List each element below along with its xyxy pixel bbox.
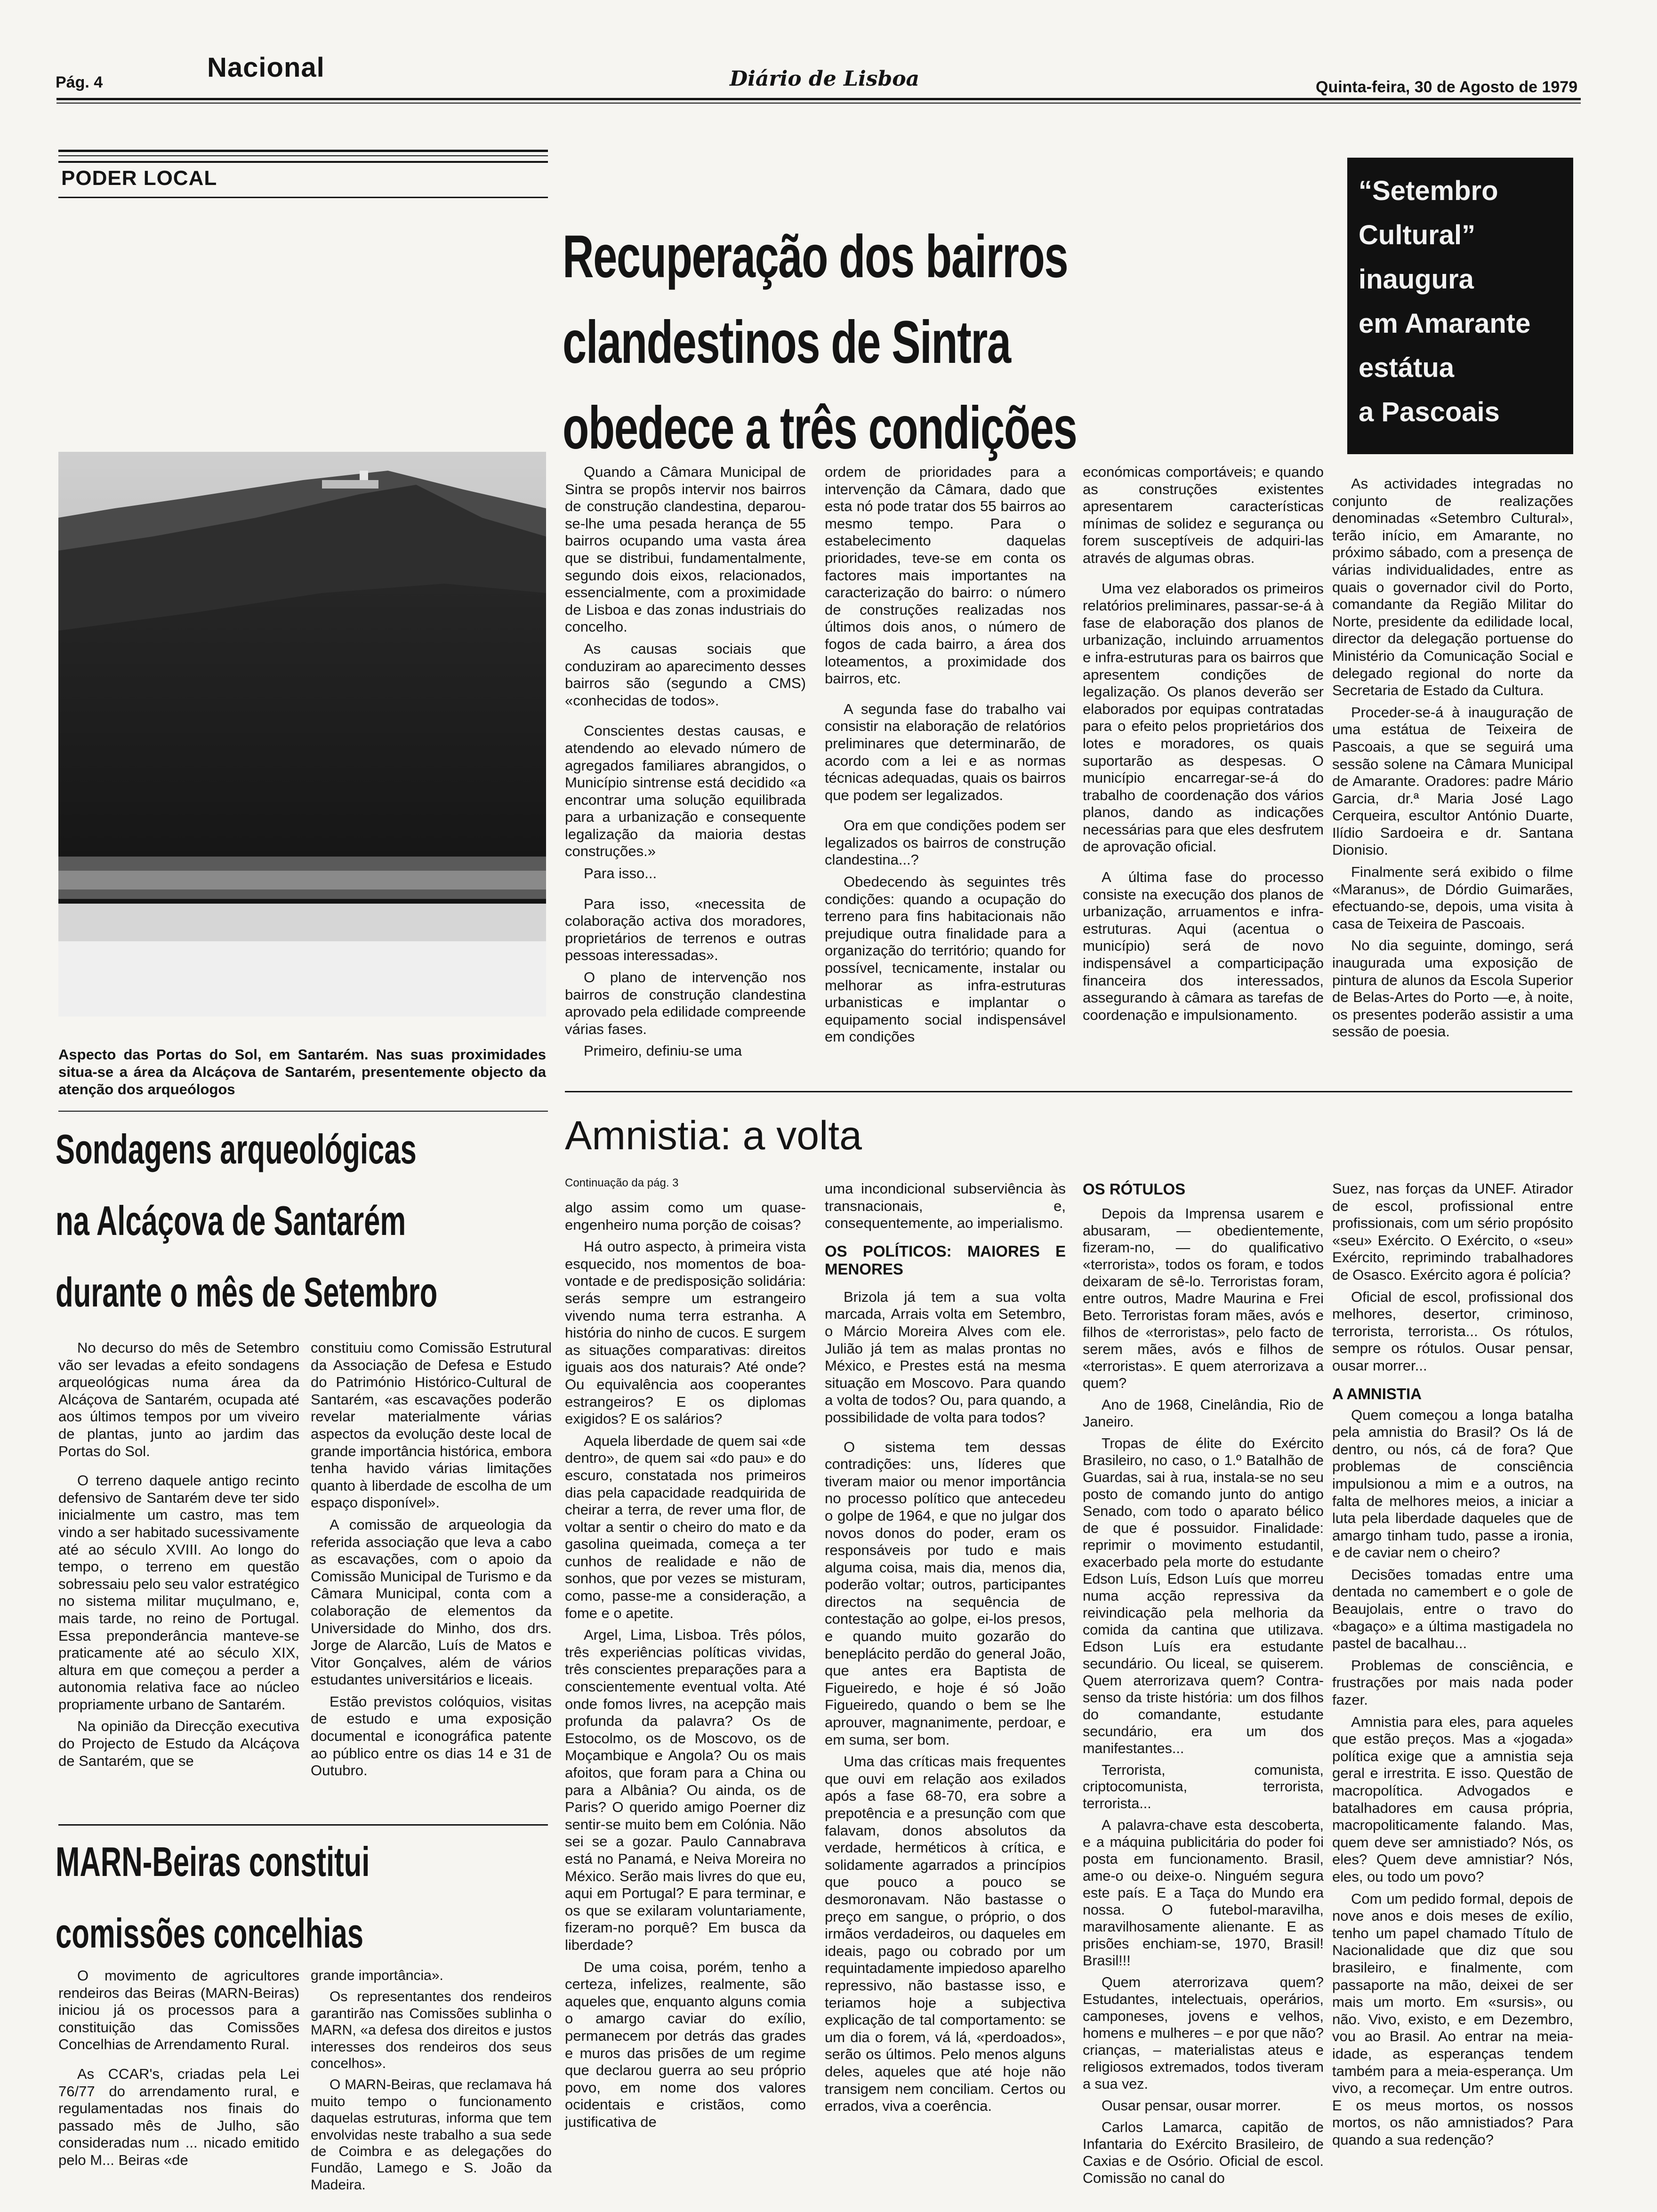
- paragraph: Uma vez elaborados os primeiros relatórios preliminares, passar-se-á à fase de elaboração dos planos de urbanização, incluindo arruamentos e infra-estruturas para os bairros que apresentem condições de legalização. Os planos deverão ser elaborados por equipas contratadas para o efeito pelos proprietários dos lotes e moradores, os quais suportarão as despesas. O município encarregar-se-á do trabalho de coordenação dos vários planos, dando as indicações necessárias para que eles desfrutem de aprovação oficial.: [1083, 580, 1324, 855]
- section-rule-top: [58, 150, 548, 152]
- paragraph: grande importância».: [311, 1968, 443, 1983]
- marn-headline-line-1: MARN-Beiras constitui: [56, 1838, 370, 1885]
- paragraph: Os representantes dos rendeiros garantirão nas Comissões sublinha o MARN, «a defesa dos direitos e justos interesses dos rendeiros dos seus concelhos».: [311, 1989, 552, 2072]
- paragraph: Quem começou a longa batalha pela amnistia do Brasil? Os lá de dentro, ou nós, cá de fora? Que problemas de consciência impulsionou a mim e a outros, na falta de melhores meios, a iniciar a luta pela liberdade daqueles que de amargo tinham tudo, passe a ironia, e de caviar nem o cheiro?: [1332, 1406, 1573, 1561]
- continuation-note: Continuação da pág. 3: [565, 1177, 679, 1189]
- sintra-headline-line-2: clandestinos de Sintra: [563, 309, 1011, 376]
- paragraph: Oficial de escol, profissional dos melhores, desertor, criminoso, terrorista, terrorista... Os rótulos, sempre os rótulos. Ousar pensar, ousar morrer...: [1332, 1288, 1573, 1374]
- paragraph: Estão previstos colóquios, visitas de estudo e uma exposição documental e iconográfica patente ao público entre os dias 14 e 31 de Outubro.: [311, 1693, 552, 1779]
- paragraph: Conscientes destas causas, e atendendo ao elevado número de agregados familiares abrangidos, o Município sintrense está decidido «a encontrar uma solução equilibrada para a urbanização e consequente legalização da maioria destas construções.»: [565, 722, 806, 860]
- paragraph: Ora em que condições podem ser legalizados os bairros de construção clandestina...?: [825, 817, 1066, 868]
- photo-portas-do-sol: [58, 452, 546, 1017]
- paragraph: As actividades integradas no conjunto de realizações denominadas «Setembro Cultural», terão início, em Amarante, no próximo sábado, com a presença de várias individualidades, entre as quais o governador civil do Porto, comandante da Região Militar do Norte, presidente da edilidade local, director da delegação portuense do Ministério da Comunicação Social e delegado regional do norte da Secretaria de Estado da Cultura.: [1332, 475, 1573, 699]
- santarem-column-2: [311, 1339, 552, 1810]
- sintra-column-3: [1083, 464, 1324, 1061]
- issue-date: Quinta-feira, 30 de Agosto de 1979: [1316, 78, 1578, 96]
- amnistia-column-3: [1083, 1180, 1324, 2188]
- paragraph: Amnistia para eles, para aqueles que estão preços. Mas a «jogada» política exige que a amnistia seja geral e irrestrita. E isso. Questão de macropolítica. Advogados e batalhadores em causa própria, macropoliticamente falando. Mas, quem deve ser amnistiado? Nós, os eles? Quem deve amnistiar? Nós, eles, ou todo um povo?: [1332, 1713, 1573, 1885]
- amnistia-column-4: [1332, 1180, 1573, 2188]
- paragraph: Obedecendo às seguintes três condições: quando a ocupação do terreno para fins habitacionais não prejudique outra finalidade para a organização do território; quando for possível, tecnicamente, instalar ou melhorar as infra-estruturas urbanisticas e implantar o equipamento social indispensável em condições: [825, 874, 1066, 1045]
- section-rule-bottom: [58, 197, 548, 198]
- santarem-headline-line-2: na Alcáçova de Santarém: [56, 1197, 406, 1244]
- paragraph: Finalmente será exibido o filme «Maranus», de Dórdio Guimarães, efectuando-se, depois, uma visita à casa de Teixeira de Pascoais.: [1332, 864, 1573, 932]
- masthead: [0, 0, 1657, 141]
- paragraph: De uma coisa, porém, tenho a certeza, infelizes, realmente, são aqueles que, enquanto alguns comia o amargo caviar do exílio, permanecem por detrás das grades e muros das prisões de um regime que declarou guerra ao seu próprio povo, em nome dos valores ocidentais e cristãos, como justificativa de: [565, 1958, 806, 2130]
- paragraph: O MARN-Beiras, que reclamava há muito tempo o funcionamento daquelas estruturas, informa que tem envolvidas neste trabalho a sua sede de Coimbra e as delegações do Fundão, Lamego e S. João da Madeira.: [311, 2077, 552, 2193]
- santarem-headline: [56, 1114, 555, 1339]
- subheading-amnistia: A AMNISTIA: [1332, 1385, 1422, 1403]
- subheading-politicos: OS POLÍTICOS: MAIORES E MENORES: [825, 1242, 1066, 1278]
- paragraph: A segunda fase do trabalho vai consistir na elaboração de relatórios preliminares que determinarão, de acordo com a lei e as normas técnicas adequadas, quais os bairros que podem ser legalizados.: [825, 700, 1066, 803]
- paragraph: uma incondicional subserviência às transnacionais, e, consequentemente, ao imperialismo.: [825, 1180, 1066, 1232]
- paragraph: Carlos Lamarca, capitão de Infantaria do Exército Brasileiro, de Caxias e de Osório. Oficial de escol. Comissão no canal do: [1083, 2119, 1324, 2187]
- amarante-headline-box: [1347, 158, 1573, 454]
- paragraph: A palavra-chave esta descoberta, e a máquina publicitária do poder foi posta em funcionamento. Brasil, ame-o ou deixe-o. Ninguém segura este país. E a Taça do Mundo era nossa. O futebol-maravilha, maravilhosamente alienante. E as prisões enchiam-se, 1970, Brasil! Brasil!!!: [1083, 1817, 1324, 1969]
- sintra-column-1: [565, 464, 806, 1061]
- paragraph: Tropas de élite do Exército Brasileiro, no caso, o 1.º Batalhão de Guardas, sai à rua, instala-se no seu posto de comando junto do antigo Senado, com todo o aparato bélico de que é possuidor. Finalidade: reprimir o movimento estudantil, exacerbado pela morte do estudante Edson Luís, Edson Luís que morreu numa acção repressiva da reivindicação pela melhoria da comida da cantina que utilizava. Edson Luís era estudante secundário. Ou liceal, se quiserem. Quem aterrorizava quem? Contra-senso da triste história: um dos filhos do comandante, estudante secundário, era um dos manifestantes...: [1083, 1435, 1324, 1756]
- divider-left: [58, 1111, 548, 1112]
- paragraph: algo assim como um quase-engenheiro numa porção de coisas?: [565, 1199, 806, 1233]
- paragraph: Ano de 1968, Cinelândia, Rio de Janeiro.: [1083, 1396, 1324, 1430]
- subheading-rotulos: OS RÓTULOS: [1083, 1180, 1186, 1198]
- paragraph: Para isso...: [584, 865, 657, 882]
- paragraph: A comissão de arqueologia da referida associação que leva a cabo as escavações, com o apoio da Comissão Municipal de Turismo e da Câmara Municipal, conta com a colaboração de elementos da Universidade do Minho, dos drs. Jorge de Alarcão, Luís de Matos e Vitor Gonçalves, além de vários estudantes universitários e liceais.: [311, 1516, 552, 1688]
- paragraph: Decisões tomadas entre uma dentada no camembert e o gole de Beaujolais, entre o travo do «bagaço» e a última mastigadela no pastel de bacalhau...: [1332, 1566, 1573, 1652]
- paragraph: No dia seguinte, domingo, será inaugurada uma exposição de pintura de alunos da Escola Superior de Belas-Artes do Porto —e, à noite, os presentes poderão assistir a uma sessão de poesia.: [1332, 937, 1573, 1040]
- paragraph: Há outro aspecto, à primeira vista esquecido, nos momentos de boa-vontade e de predisposição solidária: serás sempre um estrangeiro vivendo numa terra estranha. A história do ninho de cucos. E surgem as situações comparativas: direitos iguais aos dos naturais? Até onde? Ou equivalência aos cooperantes estrangeiros? E os diplomas exigidos? E os salários?: [565, 1238, 806, 1427]
- amarante-headline-line: em Amarante: [1359, 308, 1531, 339]
- paragraph: O plano de intervenção nos bairros de construção clandestina aprovado pela edilidade compreende várias fases.: [565, 969, 806, 1037]
- paragraph: Com um pedido formal, depois de nove anos e dois meses de exílio, tenho um papel chamado Título de Nacionalidade que diz que sou brasileiro, e finalmente, com passaporte na mão, deixei de ser mais um morto. Em «sursis», ou não. Vivo, existo, e em Dezembro, vou ao Brasil. Ao entrar na meia-idade, as esperanças tendem também para a meia-esperança. Um vivo, a recomeçar. Um entre outros. E os meus mortos, os nossos mortos, os não amnistiados? Para quando a sua redenção?: [1332, 1890, 1573, 2148]
- section-name: Nacional: [207, 52, 325, 83]
- paragraph: Proceder-se-á à inauguração de uma estátua de Teixeira de Pascoais, a que se seguirá uma sessão solene na Câmara Municipal de Amarante. Oradores: padre Mário Garcia, dr.ª Maria José Lago Cerqueira, escultor António Duarte, Ilídio Sardoeira e dr. Santana Dionisio.: [1332, 704, 1573, 858]
- masthead-rule: [56, 98, 1581, 100]
- sintra-headline-line-3: obedece a três condições: [563, 394, 1077, 462]
- masthead-rule-thin: [56, 103, 1581, 104]
- paragraph: Quando a Câmara Municipal de Sintra se propôs intervir nos bairros de construção clandestina, deparou-se-lhe uma pesada herança de 55 bairros ocupando uma vasta área que se distribui, fundamentalmente, segundo dois eixos, relacionados, essencialmente, com a proximidade de Lisboa e das zonas industriais do concelho.: [565, 464, 806, 635]
- paragraph: As CCAR's, criadas pela Lei 76/77 do arrendamento rural, e regulamentadas nos finais do passado mês de Julho, são consideradas num ... nicado emitido pelo M... Beiras «de: [58, 2065, 299, 2168]
- paragraph: Depois da Imprensa usarem e abusaram, — obedientemente, fizeram-no, — do qualificativo «terrorista», todos os foram, e todos deixaram de sê-lo. Terroristas foram, entre outros, Madre Maurina e Frei Beto. Terroristas foram mães, avós e filhos de «terroristas», pelo facto de serem mães, avós e filhos de «terroristas». E quem aterrorizava a quem?: [1083, 1206, 1324, 1391]
- amnistia-column-2: [825, 1180, 1066, 2188]
- paragraph: económicas comportáveis; e quando as construções existentes apresentarem características mínimas de solidez e segurança ou forem susceptíveis de adquiri-las através de algumas obras.: [1083, 464, 1324, 566]
- marn-headline-line-2: comissões concelhias: [56, 1910, 363, 1956]
- photo-image: [58, 452, 546, 1017]
- amarante-headline-line: inaugura: [1359, 264, 1474, 295]
- sintra-column-2: [825, 464, 1066, 1061]
- paragraph: Aquela liberdade de quem sai «de dentro», de quem sai «do pau» e do escuro, constatada nos primeiros dias pela capacidade readquirida de cheirar a terra, de rever uma flor, de voltar a sentir o cheiro do mato e da gasolina queimada, começa a ter cunhos de realidade e não de sonhos, que por vezes se misturam, como, passe-me a consideração, a fome e o apetite.: [565, 1432, 806, 1621]
- sintra-headline: [563, 214, 1339, 462]
- divider-santarem-marn: [58, 1824, 548, 1826]
- paragraph: Argel, Lima, Lisboa. Três pólos, três experiências políticas vividas, três conscientes preparações para a conscientemente eventual volta. Até onde fomos livres, na acepção mais profunda da palavra? Os de Estocolmo, os de Moscovo, os de Moçambique e Angola? Ou os mais afoitos, que foram para a China ou para a Albânia? Ou ainda, os de Paris? O querido amigo Poerner diz sentir-se muito bem em Colónia. Não sei se a gozar. Paulo Cannabrava está no Panamá, e Neiva Moreira no México. Serão mais livres do que eu, aqui em Portugal? E para terminar, e os que se exilaram voluntariamente, fizeram-no porquê? Em busca da liberdade?: [565, 1627, 806, 1953]
- marn-column-2: [311, 1967, 552, 2193]
- amarante-headline-line: a Pascoais: [1359, 397, 1500, 427]
- paragraph: Uma das críticas mais frequentes que ouvi em relação aos exilados após a fase 68-70, era sobre a prepotência e a presunção com que falavam, donos absolutos da verdade, herméticos à crítica, e solidamente agarrados a princípios que pouco a pouco se desmoronavam. Não bastasse o preço em sangue, o próprio, o dos irmãos verdadeiros, ou daqueles em ideais, pago ou cobrado por um requintadamente impiedoso aparelho repressivo, não bastasse isso, e teriamos hoje a subjectiva explicação de tal comportamento: se um dia o forem, vá lá, «perdoados», serão os últimos. Pelo menos alguns deles, aqueles que até hoje não transigem nem conciliam. Certos ou errados, viva a coerência.: [825, 1753, 1066, 2115]
- santarem-headline-line-3: durante o mês de Setembro: [56, 1269, 438, 1315]
- marn-column-1: [58, 1967, 299, 2193]
- paragraph: constituiu como Comissão Estrutural da Associação de Defesa e Estudo do Património Histórico-Cultural de Santarém, «as escavações poderão revelar materialmente várias aspectos da evolução deste local de grande importância histórica, embora tenha havido várias limitações quanto à liberdade de escolha de um espaço disponível».: [311, 1339, 552, 1511]
- paragraph: Brizola já tem a sua volta marcada, Arrais volta em Setembro, o Márcio Moreira Alves com ele. Julião já tem as malas prontas no México, e Prestes está na mesma situação em Moscovo. Para quando a volta de todos? Ou, para quando, a possibilidade de volta para todos?: [825, 1288, 1066, 1426]
- amarante-column: [1332, 475, 1573, 1073]
- paragraph: As causas sociais que conduziram ao aparecimento desses bairros são (segundo a CMS) «conhecidas de todos».: [565, 640, 806, 709]
- amnistia-column-1: [565, 1199, 806, 2188]
- amarante-headline-line: Cultural”: [1359, 220, 1476, 250]
- paragraph: ordem de prioridades para a intervenção da Câmara, dado que esta nó pode tratar dos 55 bairros ao mesmo tempo. Para o estabelecimento daquelas prioridades, teve-se em conta os factores mais importantes na caracterização do bairro: o número de construções realizadas nos últimos dois anos, o número de fogos de cada bairro, a área dos loteamentos, a proximidade dos bairros, etc.: [825, 464, 1066, 687]
- amarante-headline-line: “Setembro: [1359, 176, 1498, 206]
- paragraph: Terrorista, comunista, criptocomunista, terrorista, terrorista...: [1083, 1762, 1324, 1812]
- paragraph: Problemas de consciência, e frustrações por mais nada poder fazer.: [1332, 1657, 1573, 1708]
- paragraph: No decurso do mês de Setembro vão ser levadas a efeito sondagens arqueológicas numa área da Alcáçova de Santarém, ocupada até aos últimos tempos por um viveiro de plantas, junto ao jardim das Portas do Sol.: [58, 1339, 299, 1459]
- section-rule-top3: [58, 161, 548, 163]
- paragraph: Para isso, «necessita de colaboração activa dos moradores, proprietários de terrenos e outras pessoas interessadas».: [565, 895, 806, 964]
- paragraph: O terreno daquele antigo recinto defensivo de Santarém deve ter sido inicialmente um castro, mas tem vindo a ser habitado sucessivamente até ao século XVIII. Ao longo do tempo, o terreno em questão sobressaiu pelo seu valor estratégico no sistema militar muçulmano, e, mais tarde, no reino de Portugal. Essa preponderância manteve-se praticamente até ao século XIX, altura em que começou a perder a autonomia relativa face ao núcleo propriamente urbano de Santarém.: [58, 1472, 299, 1713]
- santarem-column-1: [58, 1339, 299, 1810]
- photo-caption: Aspecto das Portas do Sol, em Santarém. Nas suas proximidades situa-se a área da Alcáçova de Santarém, presentemente objecto da atenção dos arqueólogos: [58, 1046, 546, 1098]
- divider-right: [565, 1091, 1572, 1092]
- paragraph: O movimento de agricultores rendeiros das Beiras (MARN-Beiras) iniciou já os processos para a constituição das Comissões Concelhias de Arrendamento Rural.: [58, 1967, 299, 2053]
- sintra-headline-line-1: Recuperação dos bairros: [563, 223, 1068, 290]
- section-label: PODER LOCAL: [61, 167, 217, 190]
- amarante-headline-line: estátua: [1359, 353, 1455, 383]
- paragraph: Na opinião da Direcção executiva do Projecto de Estudo da Alcáçova de Santarém, que se: [58, 1718, 299, 1769]
- section-rule-top2: [58, 155, 548, 156]
- paragraph: A última fase do processo consiste na execução dos planos de urbanização, arruamentos e infra-estruturas. Aqui (acentua o município) será de novo indispensável a comparticipação financeira dos interessados, assegurando à câmara as tarefas de coordenação e impulsionamento.: [1083, 869, 1324, 1023]
- paragraph: Primeiro, definiu-se uma: [584, 1042, 742, 1059]
- page-number: Pág. 4: [56, 73, 103, 91]
- paragraph: Quem aterrorizava quem? Estudantes, intelectuais, operários, camponeses, jovens e velhos, homens e mulheres – e por que não? crianças, – materialistas ateus e religiosos extremados, todos tiveram a sua vez.: [1083, 1974, 1324, 2092]
- amnistia-headline: Amnistia: a volta: [565, 1113, 862, 1158]
- marn-headline: [56, 1826, 555, 1967]
- paragraph: Ousar pensar, ousar morrer.: [1102, 2098, 1281, 2114]
- paragraph: Suez, nas forças da UNEF. Atirador de escol, profissional entre profissionais, com um sério propósito «seu» Exército. O Exército, o «seu» Exército, reprimindo trabalhadores de Osasco. Exército agora é polícia?: [1332, 1180, 1573, 1283]
- amarante-headline: [1359, 169, 1566, 434]
- newspaper-name: Diário de Lisboa: [730, 67, 920, 91]
- paragraph: O sistema tem dessas contradições: uns, líderes que tiveram maior ou menor importância no processo político que antecedeu o golpe de 1964, e que no julgar dos novos donos do poder, eram os responsáveis por tudo e mais alguma coisa, mais dia, menos dia, poderão voltar; outros, participantes directos na sequência de contestação ao golpe, ei-los presos, e quando muito gozarão do beneplácito perdão do general João, que antes era Baptista de Figueiredo, e hoje é só João Figueiredo, quando o bem se lhe aprouver, magnanimente, perdoar, e em suma, ser bom.: [825, 1438, 1066, 1748]
- santarem-headline-line-1: Sondagens arqueológicas: [56, 1126, 417, 1172]
